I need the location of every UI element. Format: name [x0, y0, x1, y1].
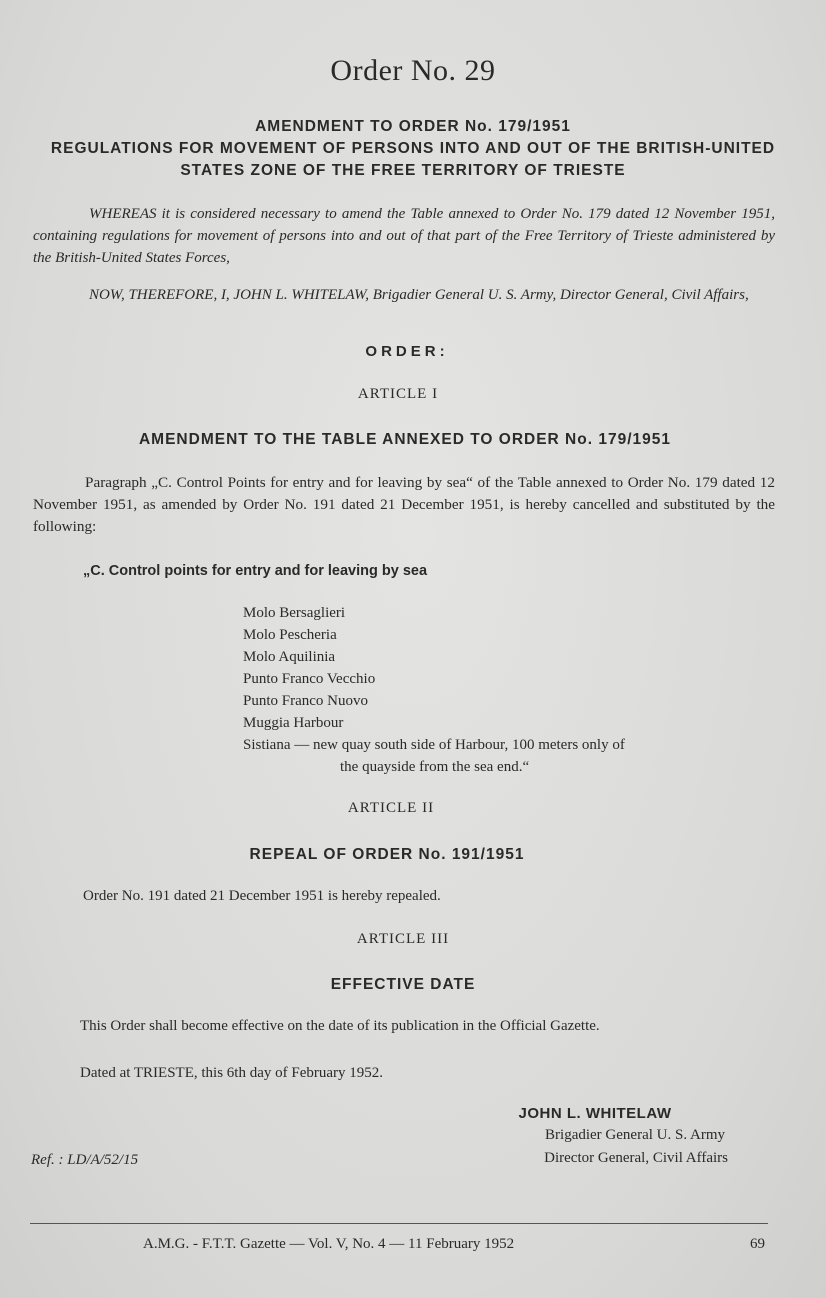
order-label: ORDER:	[365, 343, 449, 360]
signatory-office: Director General, Civil Affairs	[544, 1150, 728, 1166]
sistiana-item	[243, 734, 773, 778]
signatory-rank: Brigadier General U. S. Army	[545, 1127, 725, 1143]
heading-line-3: STATES ZONE OF THE FREE TERRITORY OF TRIESTE	[180, 162, 626, 179]
footer-divider	[30, 1223, 768, 1224]
heading-line-2: REGULATIONS FOR MOVEMENT OF PERSONS INTO AND OUT OF THE BRITISH-UNITED	[50, 140, 776, 157]
article-2-heading: REPEAL OF ORDER No. 191/1951	[249, 846, 525, 863]
control-points-subheading: „C. Control points for entry and for leaving by sea	[83, 563, 428, 579]
article-3-heading: EFFECTIVE DATE	[330, 976, 476, 993]
article-1-paragraph: Paragraph „C. Control Points for entry and for leaving by sea“ of the Table annexed to Order No. 179 dated 12 November 1951, as amended by Order No. 191 dated 21 December 1951, is hereby cancelled and substituted by the following:	[33, 474, 775, 535]
article-1-heading: AMENDMENT TO THE TABLE ANNEXED TO ORDER No. 179/1951	[138, 431, 671, 448]
article-2-label: ARTICLE II	[347, 800, 435, 816]
list-item: Punto Franco Nuovo	[243, 693, 368, 709]
article-2-paragraph: Order No. 191 dated 21 December 1951 is hereby repealed.	[83, 888, 441, 904]
dated-line: Dated at TRIESTE, this 6th day of February 1952.	[80, 1065, 384, 1081]
now-therefore-paragraph: NOW, THEREFORE, I, JOHN L. WHITELAW, Brigadier General U. S. Army, Director General, Civil Affairs,	[89, 287, 749, 303]
heading-line-1: AMENDMENT TO ORDER No. 179/1951	[255, 118, 571, 135]
sistiana-line-2: the quayside from the sea end.“	[340, 759, 530, 775]
list-item: Punto Franco Vecchio	[243, 671, 376, 687]
list-item: Molo Pescheria	[243, 627, 337, 643]
control-points-list	[243, 602, 375, 734]
article-1-label: ARTICLE I	[357, 386, 439, 402]
list-item: Molo Aquilinia	[243, 649, 336, 665]
page-number: 69	[750, 1236, 765, 1252]
sistiana-line-1: Sistiana — new quay south side of Harbour, 100 meters only of	[243, 737, 625, 753]
whereas-paragraph: WHEREAS it is considered necessary to amend the Table annexed to Order No. 179 dated 12 November 1951, containing regulations for movement of persons into and out of that part of the Free Territory of Trieste administered by the British-United States Forces,	[33, 206, 775, 266]
list-item: Muggia Harbour	[243, 715, 344, 731]
signatory-name: JOHN L. WHITELAW	[518, 1105, 672, 1122]
article-3-paragraph: This Order shall become effective on the date of its publication in the Official Gazette.	[80, 1018, 600, 1034]
list-item: Molo Bersaglieri	[243, 605, 346, 621]
page-title: Order No. 29	[330, 54, 496, 87]
gazette-footer: A.M.G. - F.T.T. Gazette — Vol. V, No. 4 — 11 February 1952	[143, 1236, 515, 1252]
reference-code: Ref. : LD/A/52/15	[31, 1152, 139, 1168]
article-3-label: ARTICLE III	[356, 931, 450, 947]
